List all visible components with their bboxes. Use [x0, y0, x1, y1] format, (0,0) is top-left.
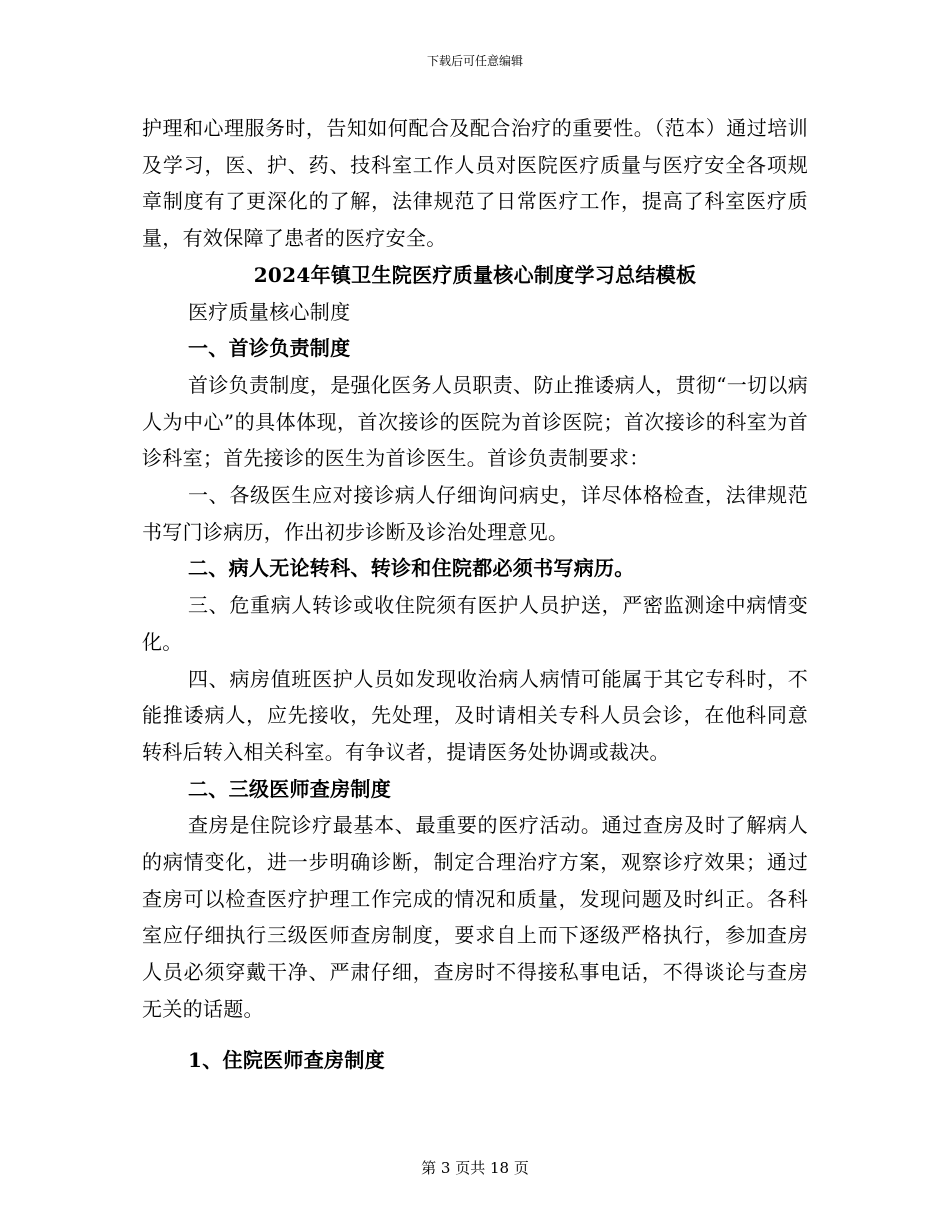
paragraph-continuation: 护理和心理服务时，告知如何配合及配合治疗的重要性。（范本）通过培训及学习，医、护、药、技科室工作人员对医院医疗质量与医疗安全各项规章制度有了更深化的了解，法律规范了日常医疗工作，提高了科室医疗质量，有效保障了患者的医疗安全。 — [142, 116, 808, 251]
paragraph-item-3: 三、危重病人转诊或收住院须有医护人员护送，严密监测途中病情变化。 — [142, 593, 808, 654]
heading-resident-rounds: 1、住院医师查房制度 — [188, 1047, 385, 1072]
paragraph-ward-rounds: 查房是住院诊疗最基本、最重要的医疗活动。通过查房及时了解病人的病情变化，进一步明确诊断，制定合理治疗方案，观察诊疗效果；通过查房可以检查医疗护理工作完成的情况和质量，发现问题及时纠正。各科室应仔细执行三级医师查房制度，要求自上而下逐级严格执行，参加查房人员必须穿戴干净、严肃仔细，查房时不得接私事电话，不得谈论与查房无关的话题。 — [142, 813, 808, 1021]
page-header: 下载后可任意编辑 — [426, 54, 523, 68]
paragraph-item-2: 二、病人无论转科、转诊和住院都必须书写病历。 — [188, 556, 635, 581]
paragraph-item-1: 一、各级医生应对接诊病人仔细询问病史，详尽体格检查，法律规范书写门诊病历，作出初步诊断及诊治处理意见。 — [142, 483, 808, 544]
heading-ward-rounds: 二、三级医师查房制度 — [188, 776, 391, 801]
section-label: 医疗质量核心制度 — [188, 299, 351, 324]
document-body — [142, 110, 808, 1078]
paragraph-first-diagnosis-intro: 首诊负责制度，是强化医务人员职责、防止推诿病人，贯彻“一切以病人为中心”的具体体现，首次接诊的医院为首诊医院；首次接诊的科室为首诊科室；首先接诊的医生为首诊医生。首诊负责制要求： — [142, 372, 808, 471]
paragraph-item-4: 四、病房值班医护人员如发现收治病人病情可能属于其它专科时，不能推诿病人，应先接收，先处理，及时请相关专科人员会诊，在他科同意转科后转入相关科室。有争议者，提请医务处协调或裁决。 — [142, 666, 808, 764]
document-title: 2024年镇卫生院医疗质量核心制度学习总结模板 — [253, 262, 697, 287]
spacer — [142, 1028, 808, 1042]
page-footer: 第 3 页共 18 页 — [421, 1159, 529, 1177]
heading-first-diagnosis: 一、首诊负责制度 — [188, 336, 351, 361]
